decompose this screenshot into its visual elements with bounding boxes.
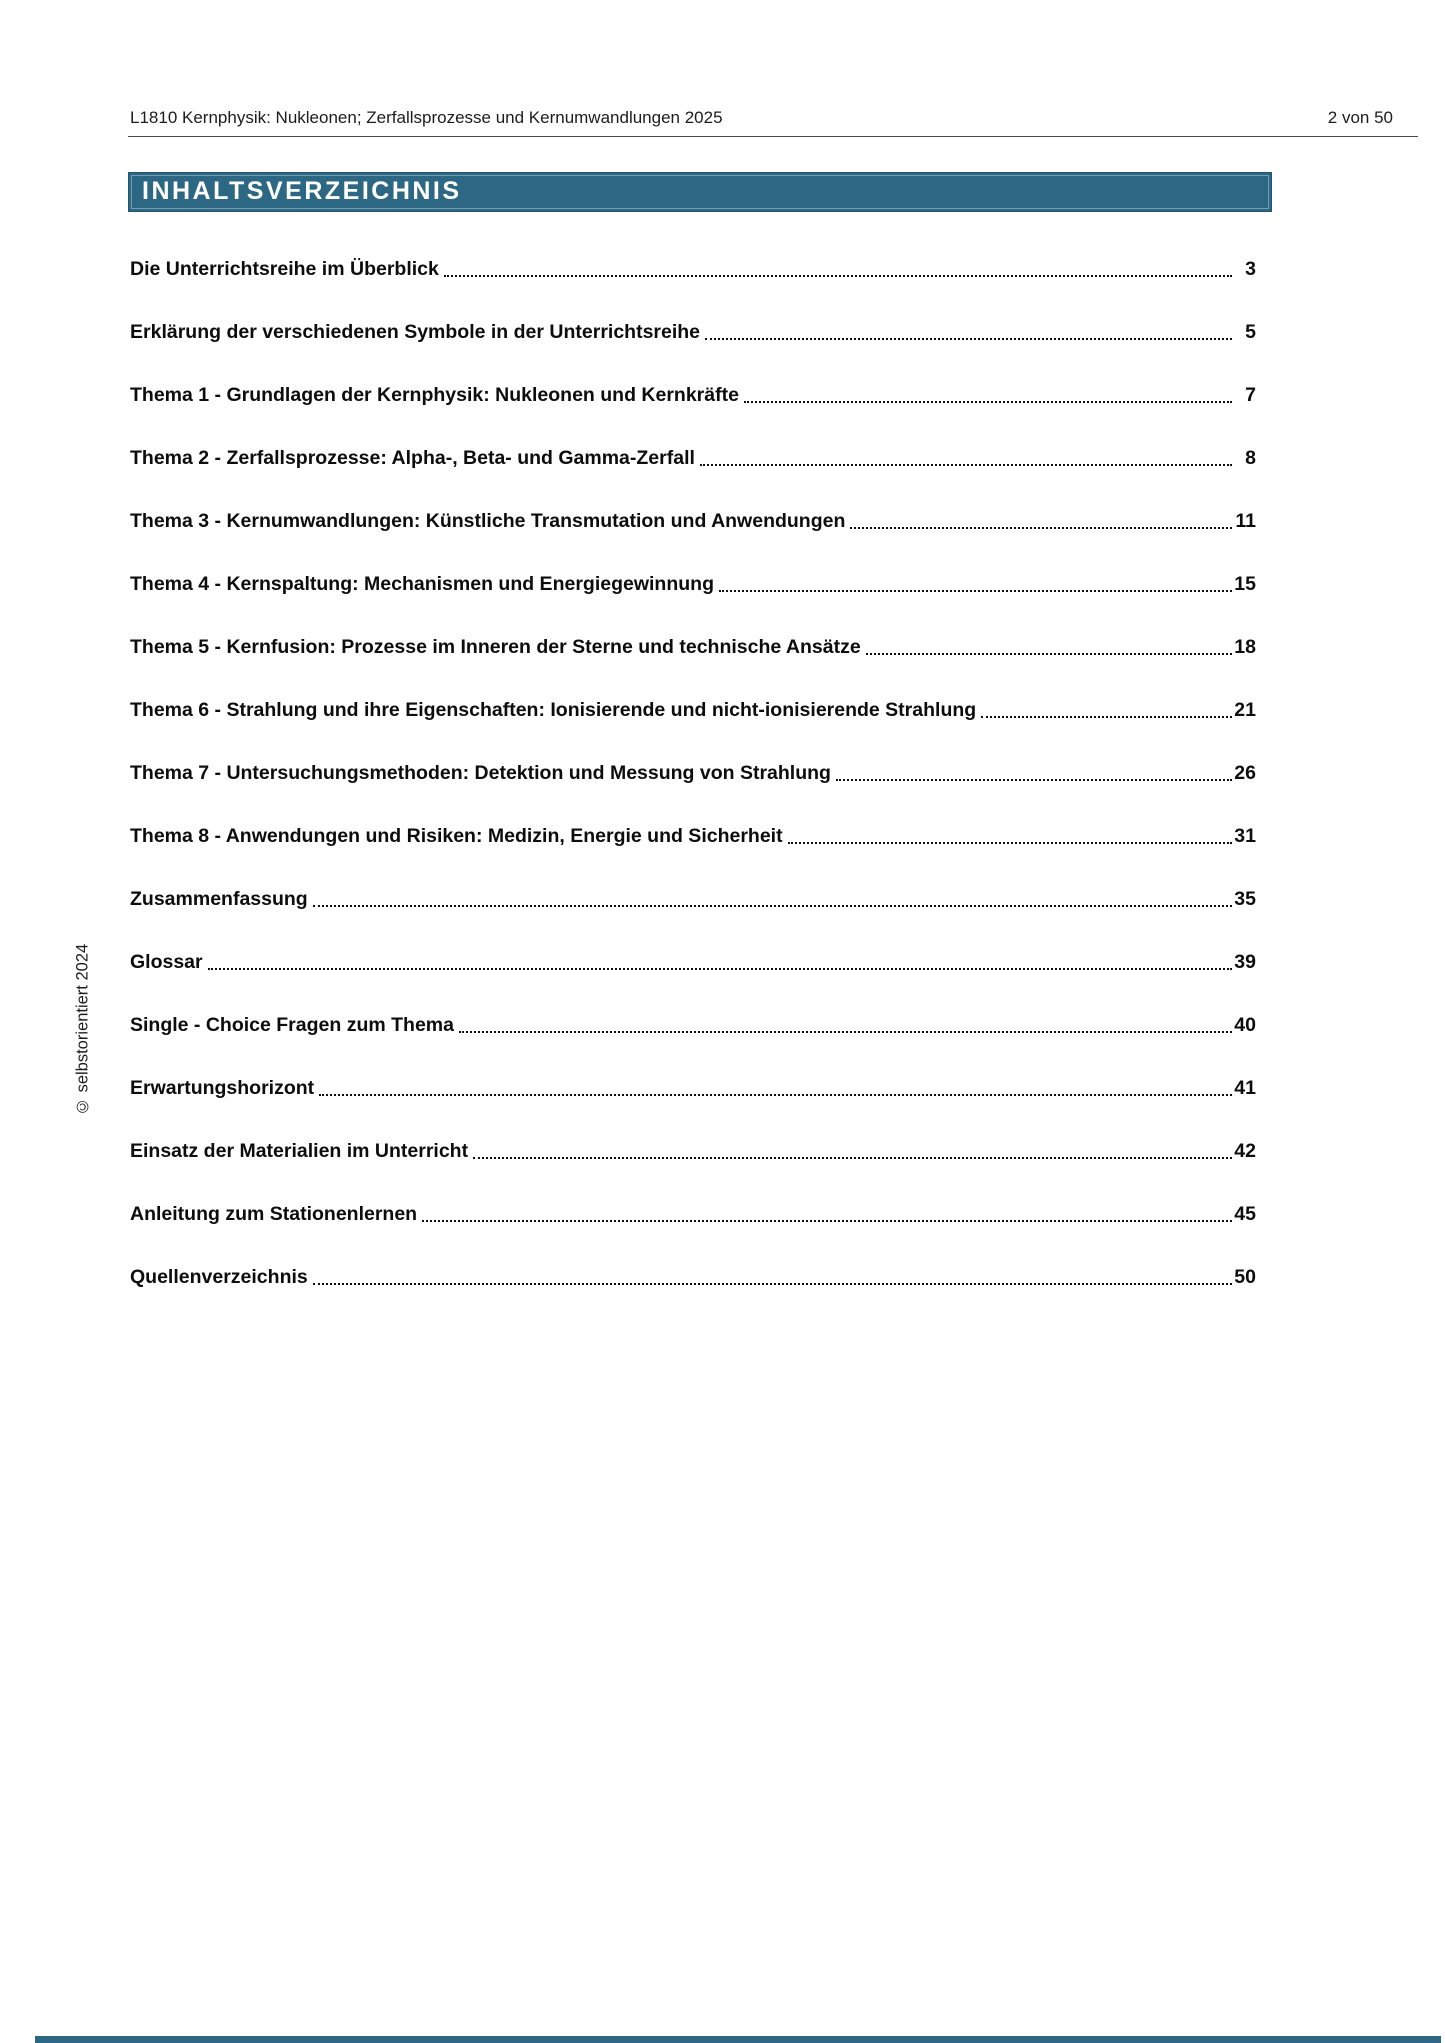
toc-entry-label: Thema 7 - Untersuchungsmethoden: Detektion und Messung von Strahlung (130, 762, 831, 784)
toc-leader-dots (836, 779, 1232, 781)
toc-leader-dots (444, 275, 1232, 277)
toc-entry-page: 50 (1234, 1266, 1256, 1288)
page-header (130, 108, 1393, 128)
toc-entry (130, 823, 1256, 848)
toc-entry-label: Quellenverzeichnis (130, 1266, 308, 1288)
toc-entry-page: 40 (1234, 1014, 1256, 1036)
toc-entry (130, 382, 1256, 407)
toc-entry (130, 1075, 1256, 1100)
toc-entry-page: 3 (1245, 258, 1256, 280)
toc-entry-page: 45 (1234, 1203, 1256, 1225)
toc-title-bar (128, 172, 1272, 212)
toc-entry (130, 1012, 1256, 1037)
toc-leader-dots (981, 716, 1232, 718)
toc-entry (130, 886, 1256, 911)
toc-entry (130, 445, 1256, 470)
toc-leader-dots (473, 1157, 1232, 1159)
toc-entry-label: Die Unterrichtsreihe im Überblick (130, 258, 439, 280)
toc-entry (130, 1264, 1256, 1289)
toc-entry-page: 41 (1234, 1077, 1256, 1099)
toc-entry (130, 319, 1256, 344)
toc-entry-label: Thema 5 - Kernfusion: Prozesse im Inneren der Sterne und technische Ansätze (130, 636, 861, 658)
toc-leader-dots (422, 1220, 1232, 1222)
header-rule (128, 136, 1418, 137)
toc-entry-page: 35 (1234, 888, 1256, 910)
toc-leader-dots (866, 653, 1233, 655)
toc-entry (130, 760, 1256, 785)
toc-entry-page: 31 (1234, 825, 1256, 847)
toc-entry-page: 15 (1234, 573, 1256, 595)
toc-entry-page: 7 (1245, 384, 1256, 406)
toc-entry (130, 256, 1256, 281)
toc-leader-dots (850, 527, 1232, 529)
toc-leader-dots (459, 1031, 1232, 1033)
toc-entry-page: 18 (1234, 636, 1256, 658)
toc-entry (130, 508, 1256, 533)
toc-entry-label: Thema 2 - Zerfallsprozesse: Alpha-, Beta- und Gamma-Zerfall (130, 447, 695, 469)
toc-entry (130, 634, 1256, 659)
toc-entry-page: 21 (1234, 699, 1256, 721)
toc-leader-dots (788, 842, 1233, 844)
toc-title: INHALTSVERZEICHNIS (142, 177, 462, 205)
copyright-vertical-text: © selbstorientiert 2024 (73, 943, 92, 1115)
toc-entry-page: 8 (1245, 447, 1256, 469)
toc-entry-label: Zusammenfassung (130, 888, 308, 910)
toc-entry-label: Thema 4 - Kernspaltung: Mechanismen und Energiegewinnung (130, 573, 714, 595)
toc-leader-dots (705, 338, 1232, 340)
toc-leader-dots (208, 968, 1233, 970)
header-page-number: 2 von 50 (1327, 108, 1393, 127)
toc-entry-page: 5 (1245, 321, 1256, 343)
toc-entry-label: Single - Choice Fragen zum Thema (130, 1014, 454, 1036)
toc-entry (130, 571, 1256, 596)
toc-entry-page: 42 (1234, 1140, 1256, 1162)
bottom-accent-bar (35, 2036, 1441, 2043)
toc-entry-label: Thema 3 - Kernumwandlungen: Künstliche Transmutation und Anwendungen (130, 510, 846, 532)
toc-entry-page: 11 (1235, 510, 1256, 532)
toc-entry-label: Glossar (130, 951, 203, 973)
toc-leader-dots (744, 401, 1232, 403)
toc-entry (130, 949, 1256, 974)
toc-entry-label: Thema 8 - Anwendungen und Risiken: Medizin, Energie und Sicherheit (130, 825, 783, 847)
toc-leader-dots (700, 464, 1232, 466)
toc-leader-dots (313, 1283, 1233, 1285)
toc-list (130, 256, 1256, 1327)
header-doc-title: L1810 Kernphysik: Nukleonen; Zerfallsprozesse und Kernumwandlungen 2025 (130, 108, 723, 127)
toc-entry-page: 26 (1234, 762, 1256, 784)
toc-entry-label: Erklärung der verschiedenen Symbole in der Unterrichtsreihe (130, 321, 701, 343)
toc-leader-dots (719, 590, 1232, 592)
toc-entry-page: 39 (1234, 951, 1256, 973)
toc-leader-dots (319, 1094, 1232, 1096)
toc-entry-label: Einsatz der Materialien im Unterricht (130, 1140, 469, 1162)
toc-entry-label: Erwartungshorizont (130, 1077, 315, 1099)
toc-entry (130, 1138, 1256, 1163)
toc-entry-label: Anleitung zum Stationenlernen (130, 1203, 418, 1225)
toc-entry (130, 1201, 1256, 1226)
toc-leader-dots (313, 905, 1233, 907)
toc-entry-label: Thema 6 - Strahlung und ihre Eigenschaften: Ionisierende und nicht-ionisierende Strahlung (130, 699, 977, 721)
toc-entry (130, 697, 1256, 722)
toc-entry-label: Thema 1 - Grundlagen der Kernphysik: Nukleonen und Kernkräfte (130, 384, 739, 406)
